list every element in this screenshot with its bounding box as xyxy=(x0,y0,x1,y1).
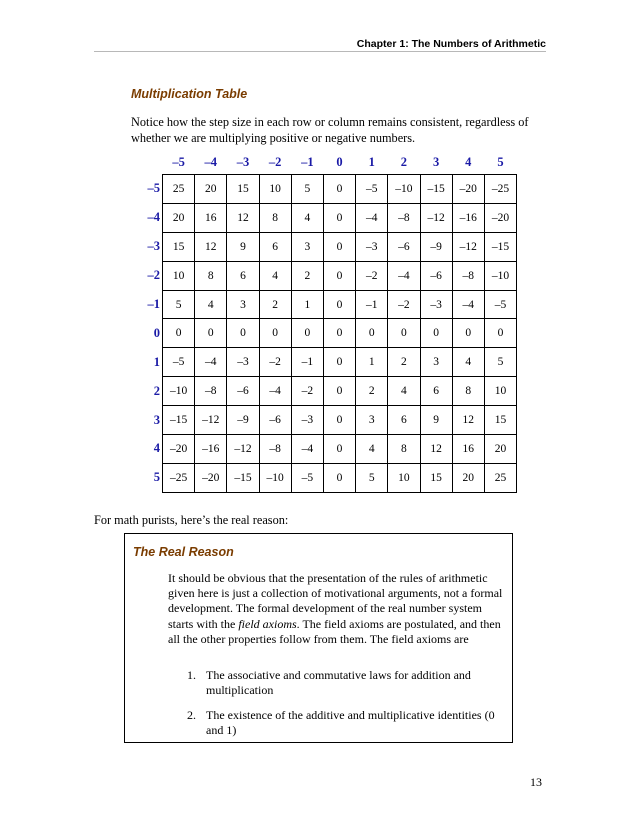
column-header: 4 xyxy=(465,154,472,169)
table-cell: 0 xyxy=(163,319,195,348)
table-cell: –12 xyxy=(452,232,484,261)
table-cell: –4 xyxy=(388,261,420,290)
table-cell: 0 xyxy=(323,203,355,232)
table-cell: 5 xyxy=(484,348,516,377)
table-cell: 12 xyxy=(452,406,484,435)
table-cell: –4 xyxy=(195,348,227,377)
real-reason-box xyxy=(124,533,513,743)
table-cell: –20 xyxy=(484,203,516,232)
table-row xyxy=(131,290,517,319)
section-title: Multiplication Table xyxy=(131,87,248,101)
table-cell: 8 xyxy=(452,377,484,406)
table-row xyxy=(131,232,517,261)
table-cell: 5 xyxy=(163,290,195,319)
column-header-row xyxy=(131,150,517,175)
table-cell: 10 xyxy=(259,175,291,204)
table-cell: 16 xyxy=(195,203,227,232)
table-cell: –1 xyxy=(291,348,323,377)
table-cell: –15 xyxy=(420,175,452,204)
table-cell: –5 xyxy=(484,290,516,319)
axiom-list xyxy=(187,668,507,748)
table-cell: –9 xyxy=(420,232,452,261)
table-cell: 0 xyxy=(323,377,355,406)
table-cell: –3 xyxy=(291,406,323,435)
column-header: –3 xyxy=(236,154,250,169)
table-cell: 2 xyxy=(259,290,291,319)
table-cell: –1 xyxy=(356,290,388,319)
table-cell: –4 xyxy=(259,377,291,406)
table-cell: 8 xyxy=(195,261,227,290)
column-header: –5 xyxy=(172,154,185,169)
row-header: 1 xyxy=(153,354,160,369)
table-cell: –6 xyxy=(259,406,291,435)
list-number: 2. xyxy=(187,708,196,722)
table-cell: 3 xyxy=(356,406,388,435)
table-cell: –25 xyxy=(163,463,195,492)
table-cell: 0 xyxy=(323,261,355,290)
table-row xyxy=(131,319,517,348)
table-cell: 15 xyxy=(227,175,259,204)
table-cell: –6 xyxy=(227,377,259,406)
table-row xyxy=(131,406,517,435)
table-cell: 4 xyxy=(388,377,420,406)
table-cell: –2 xyxy=(388,290,420,319)
table-cell: –4 xyxy=(452,290,484,319)
table-cell: 0 xyxy=(323,175,355,204)
table-cell: 12 xyxy=(195,232,227,261)
corner-cell xyxy=(131,150,163,175)
table-cell: 12 xyxy=(420,435,452,464)
table-cell: 5 xyxy=(291,175,323,204)
table-cell: –25 xyxy=(484,175,516,204)
table-row xyxy=(131,175,517,204)
table-cell: 4 xyxy=(259,261,291,290)
table-cell: 2 xyxy=(388,348,420,377)
table-cell: 20 xyxy=(484,435,516,464)
table-cell: –20 xyxy=(452,175,484,204)
table-cell: –8 xyxy=(259,435,291,464)
table-cell: 2 xyxy=(291,261,323,290)
field-axioms-term: field axioms xyxy=(238,616,297,631)
table-cell: –10 xyxy=(163,377,195,406)
table-row xyxy=(131,435,517,464)
row-header: –5 xyxy=(147,181,160,196)
header-rule xyxy=(94,51,546,52)
table-row xyxy=(131,261,517,290)
table-cell: 1 xyxy=(291,290,323,319)
intro-paragraph: Notice how the step size in each row or column remains consistent, regardless of whether we are multiplying positive or negative numbers. xyxy=(131,115,529,145)
table-cell: 0 xyxy=(323,435,355,464)
list-item xyxy=(187,668,507,698)
table-cell: 16 xyxy=(452,435,484,464)
table-row xyxy=(131,348,517,377)
table-cell: 15 xyxy=(163,232,195,261)
table-cell: 4 xyxy=(356,435,388,464)
table-cell: –16 xyxy=(452,203,484,232)
table-cell: 3 xyxy=(420,348,452,377)
box-body-start: It should be obvious that the presentation of the rules of arithmetic given here is just a collection of motivational arguments, not a formal development. The formal development of the real number system starts with the xyxy=(168,571,503,631)
table-cell: 3 xyxy=(291,232,323,261)
column-header: 3 xyxy=(432,154,440,169)
table-cell: 0 xyxy=(356,319,388,348)
table-cell: 10 xyxy=(388,463,420,492)
table-cell: –3 xyxy=(420,290,452,319)
table-cell: –10 xyxy=(484,261,516,290)
table-cell: –8 xyxy=(388,203,420,232)
table-cell: –20 xyxy=(195,463,227,492)
reason-intro: For math purists, here’s the real reason: xyxy=(94,513,289,527)
table-cell: –3 xyxy=(227,348,259,377)
table-cell: 1 xyxy=(356,348,388,377)
list-text: The existence of the additive and multiplicative identities (0 and 1) xyxy=(206,708,495,737)
table-cell: 0 xyxy=(323,348,355,377)
table-cell: 6 xyxy=(227,261,259,290)
table-cell: 8 xyxy=(388,435,420,464)
table-cell: 0 xyxy=(227,319,259,348)
column-header: 5 xyxy=(497,154,504,169)
row-header: 4 xyxy=(153,441,160,456)
row-header: 2 xyxy=(153,383,160,398)
table-cell: 5 xyxy=(356,463,388,492)
list-text: The associative and commutative laws for addition and multiplication xyxy=(206,668,471,697)
row-header: 3 xyxy=(153,412,160,427)
table-cell: 9 xyxy=(420,406,452,435)
row-header: –4 xyxy=(147,210,160,225)
table-cell: –16 xyxy=(195,435,227,464)
box-body-end: . The field axioms are postulated, and then all the other properties follow from them. The field axioms are xyxy=(168,616,501,646)
table-cell: 8 xyxy=(259,203,291,232)
table-cell: 4 xyxy=(291,203,323,232)
table-cell: 12 xyxy=(227,203,259,232)
column-header: –2 xyxy=(268,154,282,169)
table-cell: –4 xyxy=(356,203,388,232)
box-body xyxy=(168,571,508,647)
column-header: –1 xyxy=(301,154,314,169)
table-cell: 6 xyxy=(259,232,291,261)
table-cell: –5 xyxy=(356,175,388,204)
table-cell: –20 xyxy=(163,435,195,464)
table-row xyxy=(131,203,517,232)
table-cell: –5 xyxy=(163,348,195,377)
table-cell: –12 xyxy=(420,203,452,232)
box-title: The Real Reason xyxy=(133,545,234,559)
table-cell: 0 xyxy=(484,319,516,348)
row-header: –1 xyxy=(147,297,160,311)
table-cell: –2 xyxy=(291,377,323,406)
table-cell: 0 xyxy=(323,290,355,319)
table-cell: 10 xyxy=(484,377,516,406)
table-cell: –10 xyxy=(259,463,291,492)
column-header: 0 xyxy=(336,154,343,169)
table-cell: 4 xyxy=(195,290,227,319)
table-cell: 15 xyxy=(484,406,516,435)
table-cell: 25 xyxy=(484,463,516,492)
table-cell: 6 xyxy=(420,377,452,406)
table-cell: –9 xyxy=(227,406,259,435)
table-cell: 0 xyxy=(323,406,355,435)
table-cell: 15 xyxy=(420,463,452,492)
row-header: 0 xyxy=(153,325,160,340)
page-number: 13 xyxy=(530,775,542,789)
running-header: Chapter 1: The Numbers of Arithmetic xyxy=(356,38,546,50)
table-cell: –2 xyxy=(259,348,291,377)
table-cell: 20 xyxy=(195,175,227,204)
table-cell: 0 xyxy=(291,319,323,348)
column-header: 1 xyxy=(368,154,375,169)
table-cell: –4 xyxy=(291,435,323,464)
multiplication-table xyxy=(131,150,517,493)
table-cell: 4 xyxy=(452,348,484,377)
row-header: –3 xyxy=(147,239,160,254)
table-cell: –10 xyxy=(388,175,420,204)
row-header: 5 xyxy=(153,470,160,485)
table-cell: 10 xyxy=(163,261,195,290)
table-cell: 0 xyxy=(452,319,484,348)
table-cell: 20 xyxy=(163,203,195,232)
table-cell: –15 xyxy=(227,463,259,492)
table-row xyxy=(131,377,517,406)
table-cell: –8 xyxy=(452,261,484,290)
table-cell: –8 xyxy=(195,377,227,406)
table-cell: 0 xyxy=(323,319,355,348)
table-cell: 6 xyxy=(388,406,420,435)
table-cell: 2 xyxy=(356,377,388,406)
row-header: –2 xyxy=(147,268,160,283)
table-cell: 3 xyxy=(227,290,259,319)
table-cell: –6 xyxy=(388,232,420,261)
table-cell: –15 xyxy=(163,406,195,435)
list-number: 1. xyxy=(187,668,196,682)
table-cell: –3 xyxy=(356,232,388,261)
table-cell: –6 xyxy=(420,261,452,290)
table-cell: –2 xyxy=(356,261,388,290)
table-cell: 25 xyxy=(163,175,195,204)
table-row xyxy=(131,463,517,492)
table-cell: –12 xyxy=(195,406,227,435)
table-cell: 9 xyxy=(227,232,259,261)
table-cell: 0 xyxy=(388,319,420,348)
table-cell: 0 xyxy=(195,319,227,348)
table-cell: 0 xyxy=(323,232,355,261)
list-item xyxy=(187,708,507,738)
table-cell: –5 xyxy=(291,463,323,492)
column-header: –4 xyxy=(204,154,218,169)
table-cell: 20 xyxy=(452,463,484,492)
column-header: 2 xyxy=(400,154,408,169)
table-cell: –15 xyxy=(484,232,516,261)
table-cell: 0 xyxy=(259,319,291,348)
table-cell: 0 xyxy=(323,463,355,492)
table-cell: 0 xyxy=(420,319,452,348)
table-cell: –12 xyxy=(227,435,259,464)
